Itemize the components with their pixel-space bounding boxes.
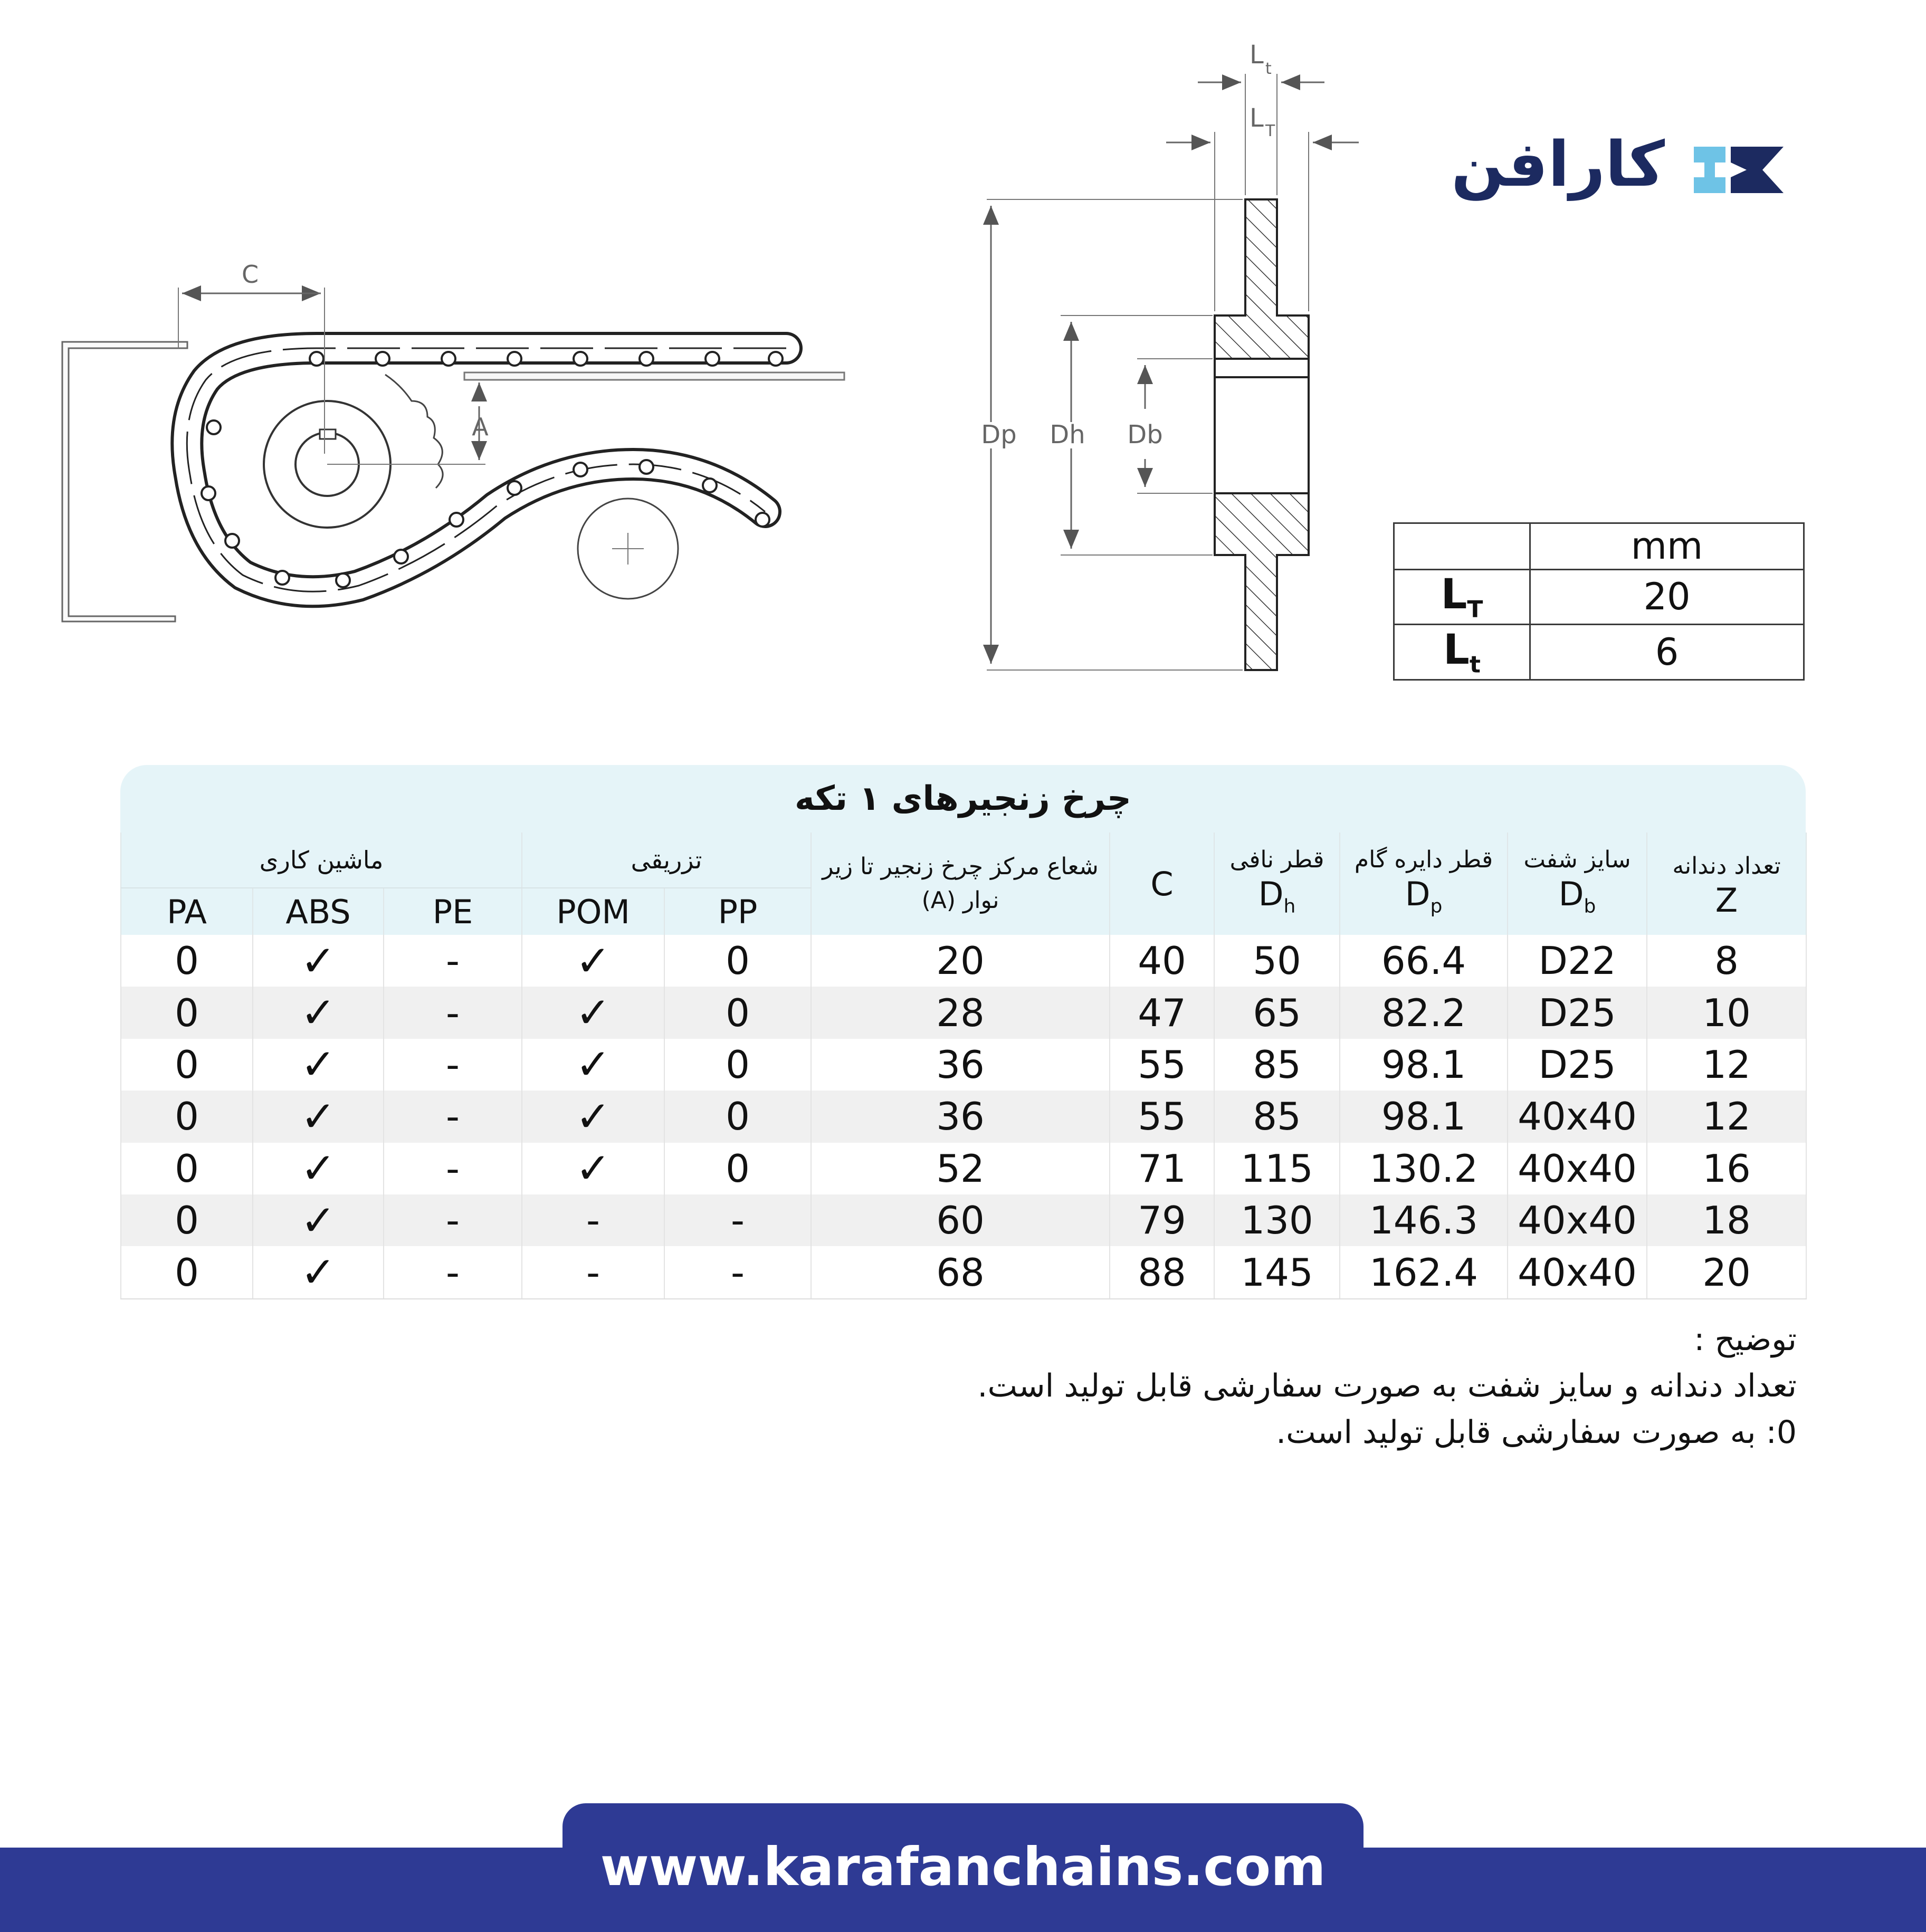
cell-dh: 85: [1214, 1039, 1340, 1091]
cell-a: 52: [811, 1143, 1110, 1194]
cell-abs: ✓: [253, 1143, 384, 1194]
header-pom: POM: [522, 888, 664, 935]
cell-c: 55: [1110, 1091, 1214, 1142]
label-dh: Dh: [1050, 420, 1085, 449]
table-title: چرخ زنجیرهای ۱ تکه: [120, 765, 1806, 833]
unit-label: mm: [1530, 523, 1804, 570]
header-dp: قطر دایره گام $D_p$: [1340, 833, 1508, 935]
dimension-unit-table: [1393, 522, 1805, 681]
spec-table-section: [120, 765, 1806, 1299]
cell-abs: ✓: [253, 1039, 384, 1091]
cell-c: 55: [1110, 1039, 1214, 1091]
cell-dh: 85: [1214, 1091, 1340, 1142]
cell-db: D25: [1508, 1039, 1647, 1091]
cell-z: 8: [1647, 935, 1806, 987]
cell-dp: 162.4: [1340, 1246, 1508, 1298]
cell-db: 40x40: [1508, 1091, 1647, 1142]
header-z: تعداد دندانه Z: [1647, 833, 1806, 935]
cell-pa: 0: [121, 987, 253, 1038]
cell-db: D25: [1508, 987, 1647, 1038]
header-pe: PE: [384, 888, 522, 935]
cell-abs: ✓: [253, 1194, 384, 1246]
cell-dp: 130.2: [1340, 1143, 1508, 1194]
cell-pom: -: [522, 1194, 664, 1246]
cell-db: 40x40: [1508, 1143, 1647, 1194]
label-lt-big-sub: T: [1265, 122, 1275, 140]
cell-pp: 0: [664, 1091, 811, 1142]
cell-z: 12: [1647, 1039, 1806, 1091]
cell-pp: -: [664, 1246, 811, 1298]
cell-a: 20: [811, 935, 1110, 987]
table-row: [121, 1091, 1806, 1142]
notes-heading: توضیح :: [1694, 1321, 1797, 1358]
cell-dp: 66.4: [1340, 935, 1508, 987]
header-abs: ABS: [253, 888, 384, 935]
cell-z: 10: [1647, 987, 1806, 1038]
unit-row-label: $L_t$: [1394, 625, 1530, 680]
cell-pe: -: [384, 935, 522, 987]
label-a: A: [472, 413, 489, 441]
cell-pom: ✓: [522, 1091, 664, 1142]
cell-pa: 0: [121, 1194, 253, 1246]
cell-dp: 82.2: [1340, 987, 1508, 1038]
logo-text: کارافن: [1451, 128, 1665, 200]
unit-table-corner: [1394, 523, 1530, 570]
cell-a: 60: [811, 1194, 1110, 1246]
cell-pe: -: [384, 1194, 522, 1246]
cell-abs: ✓: [253, 987, 384, 1038]
unit-row-label: $L_T$: [1394, 569, 1530, 625]
cell-dh: 115: [1214, 1143, 1340, 1194]
cell-pe: -: [384, 1246, 522, 1298]
chain-sprocket-drawing: [62, 288, 844, 621]
cell-pom: ✓: [522, 1143, 664, 1194]
cell-dh: 130: [1214, 1194, 1340, 1246]
spec-table: [120, 833, 1807, 1299]
cell-dh: 65: [1214, 987, 1340, 1038]
cell-db: 40x40: [1508, 1246, 1647, 1298]
label-c: C: [241, 260, 259, 289]
header-c: C: [1110, 833, 1214, 935]
group-machining: ماشین کاری: [121, 833, 522, 888]
cell-abs: ✓: [253, 1246, 384, 1298]
cell-pe: -: [384, 1091, 522, 1142]
sprocket-section-drawing: [987, 74, 1359, 670]
cell-pa: 0: [121, 1039, 253, 1091]
cell-c: 47: [1110, 987, 1214, 1038]
cell-z: 18: [1647, 1194, 1806, 1246]
cell-c: 40: [1110, 935, 1214, 987]
table-row: [121, 1039, 1806, 1091]
header-db: سایز شفت $D_b$: [1508, 833, 1647, 935]
label-dp: Dp: [981, 420, 1017, 449]
cell-dp: 146.3: [1340, 1194, 1508, 1246]
cell-dh: 145: [1214, 1246, 1340, 1298]
brand-logo: [1451, 128, 1784, 200]
header-pp: PP: [664, 888, 811, 935]
unit-row-value: 20: [1530, 569, 1804, 625]
cell-pa: 0: [121, 1143, 253, 1194]
logo-mark-icon: [1694, 147, 1784, 193]
label-lt-small: L: [1250, 40, 1264, 70]
cell-pp: 0: [664, 1143, 811, 1194]
cell-dp: 98.1: [1340, 1091, 1508, 1142]
cell-pp: 0: [664, 935, 811, 987]
note-line: تعداد دندانه و سایز شفت به صورت سفارشی قابل تولید است.: [977, 1367, 1797, 1404]
table-row: [121, 1246, 1806, 1298]
cell-z: 12: [1647, 1091, 1806, 1142]
header-dh: قطر نافی $D_h$: [1214, 833, 1340, 935]
cell-c: 71: [1110, 1143, 1214, 1194]
footer-website-link[interactable]: www.karafanchains.com: [600, 1836, 1326, 1898]
table-row: [121, 1143, 1806, 1194]
cell-pe: -: [384, 1143, 522, 1194]
cell-a: 68: [811, 1246, 1110, 1298]
header-radius: شعاع مرکز چرخ زنجیر تا زیر نوار (A): [811, 833, 1110, 935]
cell-c: 88: [1110, 1246, 1214, 1298]
cell-a: 36: [811, 1091, 1110, 1142]
cell-pa: 0: [121, 1246, 253, 1298]
cell-z: 16: [1647, 1143, 1806, 1194]
cell-pom: ✓: [522, 1039, 664, 1091]
cell-pe: -: [384, 987, 522, 1038]
notes: [977, 1316, 1797, 1456]
note-line: 0: به صورت سفارشی قابل تولید است.: [1276, 1414, 1797, 1451]
group-injection: تزریقی: [522, 833, 811, 888]
cell-pp: -: [664, 1194, 811, 1246]
label-db: Db: [1127, 420, 1163, 449]
table-row: [121, 1194, 1806, 1246]
cell-pom: -: [522, 1246, 664, 1298]
cell-abs: ✓: [253, 935, 384, 987]
cell-z: 20: [1647, 1246, 1806, 1298]
cell-c: 79: [1110, 1194, 1214, 1246]
unit-row-value: 6: [1530, 625, 1804, 680]
cell-pom: ✓: [522, 987, 664, 1038]
cell-pp: 0: [664, 1039, 811, 1091]
header-pa: PA: [121, 888, 253, 935]
cell-pe: -: [384, 1039, 522, 1091]
cell-dh: 50: [1214, 935, 1340, 987]
table-row: [121, 935, 1806, 987]
label-lt-big: L: [1250, 103, 1264, 133]
cell-pa: 0: [121, 935, 253, 987]
cell-dp: 98.1: [1340, 1039, 1508, 1091]
cell-db: D22: [1508, 935, 1647, 987]
cell-abs: ✓: [253, 1091, 384, 1142]
label-lt-small-sub: t: [1265, 60, 1272, 78]
cell-pa: 0: [121, 1091, 253, 1142]
cell-a: 36: [811, 1039, 1110, 1091]
cell-a: 28: [811, 987, 1110, 1038]
cell-pp: 0: [664, 987, 811, 1038]
table-row: [121, 987, 1806, 1038]
cell-pom: ✓: [522, 935, 664, 987]
cell-db: 40x40: [1508, 1194, 1647, 1246]
